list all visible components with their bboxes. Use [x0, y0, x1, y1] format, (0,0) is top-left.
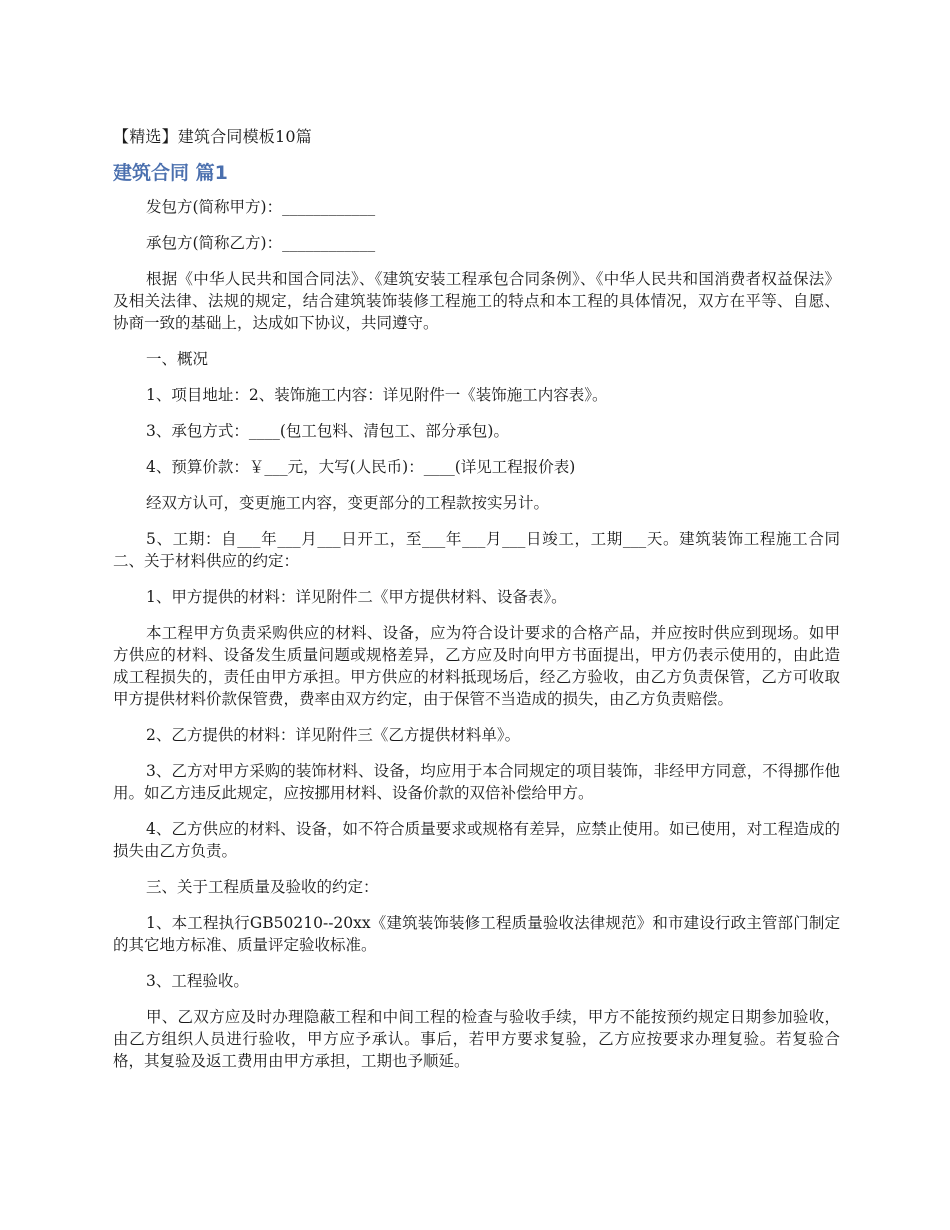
document-title: 【精选】建筑合同模板10篇	[113, 127, 312, 146]
acceptance-heading: 3、工程验收。	[146, 972, 249, 990]
schedule-clause: 5、工期：自___年___月___日开工，至___年___月___日竣工，工期___天。建筑装饰工程施工合同二、关于材料供应的约定：	[113, 530, 840, 570]
acceptance-paragraph: 甲、乙双方应及时办理隐蔽工程和中间工程的检查与验收手续，甲方不能按预约规定日期参加验收，由乙方组织人员进行验收，甲方应予承认。事后，若甲方要求复验，乙方应按要求办理复验。若复验合格，其复验及返工费用由甲方承担，工期也予顺延。	[113, 1008, 840, 1070]
material-usage-clause: 3、乙方对甲方采购的装饰材料、设备，均应用于本合同规定的项目装饰，非经甲方同意，不得挪作他用。如乙方违反此规定，应按挪用材料、设备价款的双倍补偿给甲方。	[113, 762, 840, 802]
change-clause: 经双方认可，变更施工内容，变更部分的工程款按实另计。	[146, 494, 550, 512]
party-a-materials-clause: 1、甲方提供的材料：详见附件二《甲方提供材料、设备表》。	[146, 588, 567, 606]
party-b-materials-clause: 2、乙方提供的材料：详见附件三《乙方提供材料单》。	[146, 726, 521, 744]
party-b-supply-clause: 4、乙方供应的材料、设备，如不符合质量要求或规格有差异，应禁止使用。如已使用，对工程造成的损失由乙方负责。	[113, 820, 840, 860]
quality-heading: 三、关于工程质量及验收的约定：	[146, 878, 379, 896]
quality-standard-clause: 1、本工程执行GB50210--20xx《建筑装饰装修工程质量验收法律规范》和市建设行政主管部门制定的其它地方标准、质量评定验收标准。	[113, 914, 840, 954]
party-b-line: 承包方(简称乙方)：____________	[146, 234, 376, 252]
party-a-line: 发包方(简称甲方)：____________	[146, 198, 376, 216]
document-page	[113, 126, 840, 1086]
section-heading: 建筑合同 篇1	[113, 162, 228, 184]
budget-price-clause: 4、预算价款：￥___元，大写(人民币)：____(详见工程报价表)	[146, 458, 576, 476]
project-address-clause: 1、项目地址：2、装饰施工内容：详见附件一《装饰施工内容表》。	[146, 386, 608, 404]
overview-heading: 一、概况	[146, 350, 209, 368]
legal-basis-paragraph: 根据《中华人民共和国合同法》、《建筑安装工程承包合同条例》、《中华人民共和国消费者权益保法》及相关法律、法规的规定，结合建筑装饰装修工程施工的特点和本工程的具体情况，双方在平等、自愿、协商一致的基础上，达成如下协议，共同遵守。	[113, 270, 840, 332]
contract-mode-clause: 3、承包方式：____(包工包料、清包工、部分承包)。	[146, 422, 509, 440]
party-a-supply-paragraph: 本工程甲方负责采购供应的材料、设备，应为符合设计要求的合格产品，并应按时供应到现场。如甲方供应的材料、设备发生质量问题或规格差异，乙方应及时向甲方书面提出，甲方仍表示使用的，由此造成工程损失的，责任由甲方承担。甲方供应的材料抵现场后，经乙方验收，由乙方负责保管，乙方可收取甲方提供材料价款保管费，费率由双方约定，由于保管不当造成的损失，由乙方负责赔偿。	[113, 624, 840, 708]
